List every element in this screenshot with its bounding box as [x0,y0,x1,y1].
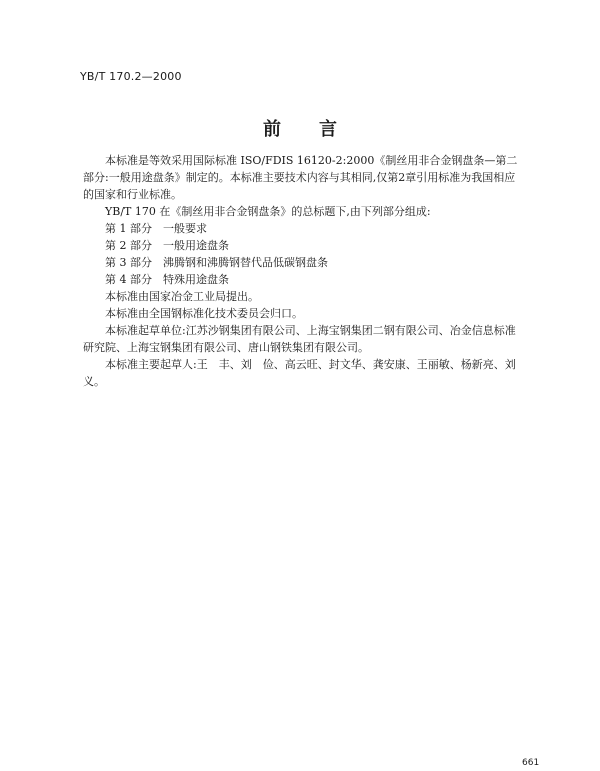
page-number: 661 [522,758,540,768]
paragraph-committee: 本标准由全国钢标准化技术委员会归口。 [105,307,303,320]
list-item-part-3: 第 3 部分 沸腾钢和沸腾钢替代品低碳钢盘条 [105,256,328,269]
standard-number: YB/T 170.2—2000 [80,70,182,83]
paragraph-adoption: 本标准是等效采用国际标准 ISO/FDIS 16120-2:2000《制丝用非合金钢盘条—第二部分:一般用途盘条》制定的。本标准主要技术内容与其相同,仅第2章引用标准为我国相应的国家和行业标准。 [83,154,518,201]
paragraph-drafters: 本标准主要起草人:王 丰、刘 俭、高云旺、封文华、龚安康、王丽敏、杨新亮、刘 义。 [83,358,527,388]
paragraph-structure: YB/T 170 在《制丝用非合金钢盘条》的总标题下,由下列部分组成: [105,205,431,218]
list-item-part-4: 第 4 部分 特殊用途盘条 [105,273,229,286]
document-body [83,152,527,390]
paragraph-proposer: 本标准由国家冶金工业局提出。 [105,290,259,303]
page-title: 前言 [263,119,375,140]
list-item-part-2: 第 2 部分 一般用途盘条 [105,239,229,252]
list-item-part-1: 第 1 部分 一般要求 [105,222,207,235]
paragraph-drafting-units: 本标准起草单位:江苏沙钢集团有限公司、上海宝钢集团二钢有限公司、冶金信息标准研究院、上海宝钢集团有限公司、唐山钢铁集团有限公司。 [83,324,516,354]
